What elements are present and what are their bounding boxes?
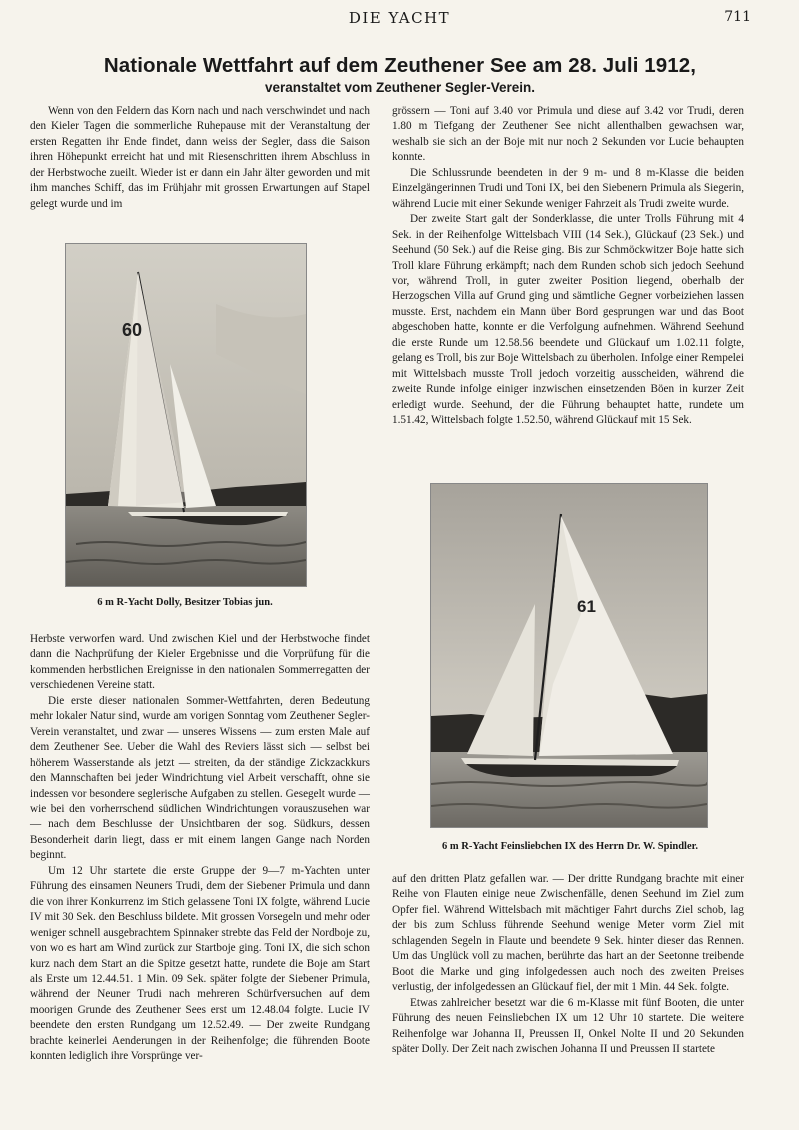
right-column-bottom (392, 872, 744, 1057)
paragraph: Um 12 Uhr startete die erste Gruppe der 9—7 m-Yachten unter Führung des einsamen Neuners Trudi, dem der Siebener Primula und dann die von ihrer Konkurrenz im Stich gelassene Toni IX folgte, während Lucie IV mit 30 Sek. den Beschluss bildete. Mit grossen Vorsegeln und mehr oder weniger schnell ausgebrachtem Spinnaker strebte das Feld der Nordboje zu, von wo es hart am Wind zurück zur Startboje ging. Toni IX, die sich schon kurz nach dem Start an die Spitze gesetzt hatte, rundete die Boje am Start als Erste um 12.44.51. 1 Min. 09 Sek. später folgte der Siebener Primula, während der Neuner Trudi nach mehreren Schürfversuchen auf dem moorigen Grunde des Zeuthener Sees erst um 12.48.04 folgte. Lucie IV beendete den ersten Rundgang um 12.52.49. — Der zweite Rundgang brachte keinerlei Aenderungen in der Reihenfolge; die führenden Boote konnten lediglich ihre Vorsprünge ver- (30, 864, 370, 1063)
article-title: Nationale Wettfahrt auf dem Zeuthener See am 28. Juli 1912, (103, 54, 697, 77)
right-column-top (392, 104, 744, 429)
paragraph: Etwas zahlreicher besetzt war die 6 m-Klasse mit fünf Booten, die unter Führung des neuen Feinsliebchen IX um 12 Uhr 10 startete. Die weitere Reihenfolge war Johanna II, Preussen II, Onkel Nolte II und 20 Sekunden später Dolly. Der Zeit nach zwischen Johanna II und Preussen II startete (392, 996, 744, 1055)
paragraph: Der zweite Start galt der Sonderklasse, die unter Trolls Führung mit 4 Sek. in der Reihenfolge Wittelsbach VIII (14 Sek.), Glückauf (23 Sek.) und Seehund (50 Sek.) auf die Reise ging. Bis zur Schmöckwitzer Boje hatte sich Troll klare Führung erkämpft; nach dem Runden schob sich jedoch Seehund vor, während Troll, in guter zweiter Position liegend, oberhalb der Herzogschen Villa auf Grund ging und sämtliche Gegner vorbeiziehen lassen musste. Erst, nachdem ein Mann über Bord gesprungen war und das Boot abgeschoben hatte, konnte er die Verfolgung aufnehmen. Während Seehund die erste Runde um 12.58.56 beendete und Glückauf um 1.02.11 folgte, gelang es Troll, bis zur Boje Wittelsbach zu überholen. Infolge einer Rempelei mit Wittelsbach musste Troll jedoch vorzeitig ausscheiden, während die zweite Runde infolge einiger inzwischen einsetzenden Böen in kurzer Zeit erledigt wurde. Seehund, der die Führung behauptet hatte, rundete um 1.51.42, Wittelsbach folgte 1.52.50, während Glückauf mit 15 Sek. (392, 213, 744, 427)
sail-number-61: 61 (577, 597, 596, 616)
page-number: 711 (724, 9, 751, 25)
sail-number-60: 60 (122, 320, 143, 340)
left-column-top (30, 104, 370, 212)
article-subtitle: veranstaltet vom Zeuthener Segler-Verein. (264, 80, 536, 95)
running-title: DIE YACHT (348, 9, 451, 27)
paragraph: Herbste verworfen ward. Und zwischen Kiel und der Herbstwoche findet dann die Nachprüfung der Kieler Ergebnisse und die Vorprüfung für die kommenden herbstlichen Ereignisse in den nationalen Sommerregatten der verschiedenen Vereine statt. (30, 633, 370, 692)
paragraph: auf den dritten Platz gefallen war. — Der dritte Rundgang brachte mit einer Reihe von Flauten einige neue Zwischenfälle, denen Seehund im Ziel zum Opfer fiel. Während Wittelsbach mit mächtiger Fahrt durchs Ziel schob, lag der bis zum Schluss führende Seehund wenige Meter vorm Ziel mit schlagenden Segeln in Flaute und beendete 9 Sek. hinter dieser das Rennen. Um das Unglück voll zu machen, berührte das hart an der Seetonne treibende Boot die Marke und ging infolgedessen auch noch des zweiten Preises verlustig, der infolgedessen an Glückauf fiel, der mit 1 Min. 44 Sek. folgte. (392, 873, 744, 994)
yacht-feinsliebchen-illustration (431, 484, 707, 827)
paragraph: Die erste dieser nationalen Sommer-Wettfahrten, deren Bedeutung mehr lokaler Natur sind, wurde am vorigen Sonntag vom Zeuthener Segler-Verein veranstaltet, und zwar — unseres Wissens — zum ersten Male auf dem Zeuthener See. Ueber die Wahl des Reviers lässt sich — selbst bei höherem Wasserstande als jetzt — streiten, da der ständige Zickzackkurs den Mannschaften bei jeder Windrichtung viel Arbeit verschafft, ohne sie indessen vor besondere seglerische Aufgaben zu stellen. Gesegelt wurde — wie bei den vorherrschend südlichen Windrichtungen vorauszusehen war — nach dem Beschlusse der Unsichtbaren der sog. Südkurs, dessen Besonderheit darin liegt, dass er mit einem langen Gange nach Norden beginnt. (30, 694, 370, 862)
left-column-bottom (30, 632, 370, 1065)
photo-yacht-dolly (65, 243, 307, 587)
paragraph: Die Schlussrunde beendeten in der 9 m- und 8 m-Klasse die beiden Einzelgängerinnen Trudi und Toni IX, bei den Siebenern Primula als Siegerin, während Lucie mit einer Sekunde weniger Fahrzeit als Trudi zweite wurde. (392, 166, 744, 210)
caption-feinsliebchen: 6 m R-Yacht Feinsliebchen IX des Herrn Dr. W. Spindler. (442, 841, 698, 852)
paragraph: Wenn von den Feldern das Korn nach und nach verschwindet und nach den Kieler Tagen die sommerliche Ruhepause mit der Veranstaltung der ersten Regatten ihr Ende findet, dann weiss der Segler, dass die Saison ihren Höhepunkt erreicht hat und mit Riesenschritten ihrem Abschluss in der Herbstwoche zueilt. Wieder ist er dann ein Jahr älter geworden und mit ihm manches Schiff, das im Frühjahr mit grossen Erwartungen auf Stapel gelegt wurde und im (30, 105, 370, 210)
yacht-dolly-illustration (66, 244, 306, 586)
photo-yacht-feinsliebchen (430, 483, 708, 828)
paragraph: grössern — Toni auf 3.40 vor Primula und diese auf 3.42 vor Trudi, deren 1.80 m Tiefgang der Zeuthener See nicht allenthalben gewachsen war, weshalb sie sich an der Boje mit nur noch 2 Sekunden vor Lucie behaupten konnte. (392, 105, 744, 164)
caption-dolly: 6 m R-Yacht Dolly, Besitzer Tobias jun. (97, 597, 273, 608)
